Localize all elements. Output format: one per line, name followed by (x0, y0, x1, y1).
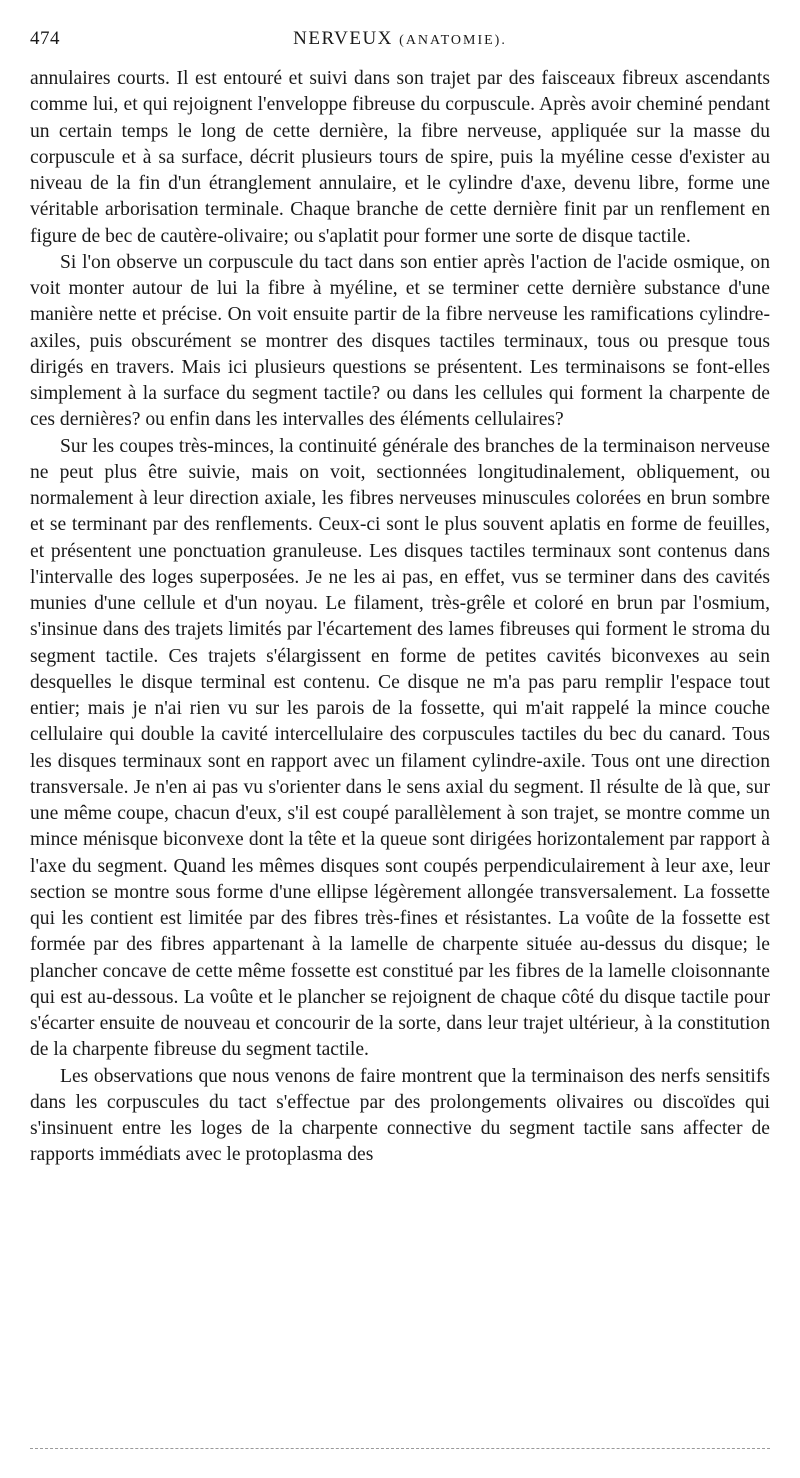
page (30, 28, 770, 1169)
paragraph-3: Sur les coupes très-minces, la continuité générale des branches de la terminaison nerveuse ne peut plus être suivie, mais on voit, sectionnées longitudinalement, obliquement, ou normalement à leur direction axiale, les fibres nerveuses minuscules colorées en brun sombre et se terminant par des renflements. Ceux-ci sont le plus souvent aplatis en forme de feuilles, et présentent une ponctuation granuleuse. Les disques tactiles terminaux sont contenus dans l'intervalle des loges superposées. Je ne les ai pas, en effet, vus se terminer dans des cavités munies d'une cellule et d'un noyau. Le filament, très-grêle et coloré en brun par l'osmium, s'insinue dans des trajets limités par l'écartement des lames fibreuses qui forment le stroma du segment tactile. Ces trajets s'élargissent en forme de petites cavités biconvexes au sein desquelles le disque terminal est contenu. Ce disque ne m'a pas paru remplir l'espace tout entier; mais je n'ai rien vu sur les parois de la fossette, qui m'ait rappelé la mince couche cellulaire qui double la cavité intercellulaire des corpuscules tactiles du bec du canard. Tous les disques terminaux sont en rapport avec un filament cylindre-axile. Tous ont une direction transversale. Je n'en ai pas vu s'orienter dans le sens axial du segment. Il résulte de là que, sur une même coupe, chacun d'eux, s'il est coupé parallèlement à son trajet, se montre comme un mince ménisque biconvexe dont la tête et la queue sont dirigées horizontalement par rapport à l'axe du segment. Quand les mêmes disques sont coupés perpendiculairement à leur axe, leur section se montre sous forme d'une ellipse légèrement allongée transversalement. La fossette qui les contient est limitée par des fibres très-fines et résistantes. La voûte de la fossette est formée par des fibres appartenant à la lamelle de charpente située au-dessus du disque; le plancher concave de cette même fossette est constitué par les fibres de la lamelle cloisonnante qui est au-dessous. La voûte et le plancher se rejoignent de chaque côté du disque tactile pour s'écarter ensuite de nouveau et concourir de la sorte, dans leur trajet ultérieur, à la constitution de la charpente fibreuse du segment tactile. (30, 435, 770, 1061)
running-header (30, 28, 770, 58)
footer-rule (30, 1448, 770, 1449)
paragraph-4: Les observations que nous venons de faire montrent que la terminaison des nerfs sensitifs dans les corpuscules du tact s'effectue par des prolongements olivaires ou discoïdes qui s'insinuent entre les loges de la charpente connective du segment tactile sans affecter de rapports immédiats avec le protoplasma des (30, 1065, 770, 1166)
paragraph-1: annulaires courts. Il est entouré et suivi dans son trajet par des faisceaux fibreux ascendants comme lui, et qui rejoignent l'enveloppe fibreuse du corpuscule. Après avoir cheminé pendant un certain temps le long de cette dernière, la fibre nerveuse, appliquée sur la masse du corpuscule et à sa surface, décrit plusieurs tours de spire, puis la myéline cesse d'exister au niveau de la fin d'un étranglement annulaire, et le cylindre d'axe, devenu libre, forme une véritable arborisation terminale. Chaque branche de cette dernière finit par un renflement en figure de bec de cautère-olivaire; ou s'aplatit pour former une sorte de disque tactile. (30, 68, 770, 247)
body-text (30, 66, 770, 1169)
running-title-main: NERVEUX (293, 28, 393, 49)
paragraph-2: Si l'on observe un corpuscule du tact dans son entier après l'action de l'acide osmique, on voit monter autour de lui la fibre à myéline, et se terminer cette dernière substance d'une manière nette et précise. On voit ensuite partir de la fibre nerveuse les ramifications cylindre-axiles, puis obscurément se montrer des disques tactiles terminaux, tous ou presque tous dirigés en travers. Mais ici plusieurs questions se présentent. Les terminaisons se font-elles simplement à la surface du segment tactile? ou dans les cellules qui forment la charpente de ces dernières? ou enfin dans les intervalles des éléments cellulaires? (30, 251, 770, 431)
running-title-sub: (ANATOMIE). (399, 33, 507, 48)
running-title (30, 28, 770, 50)
page-number: 474 (30, 28, 60, 49)
